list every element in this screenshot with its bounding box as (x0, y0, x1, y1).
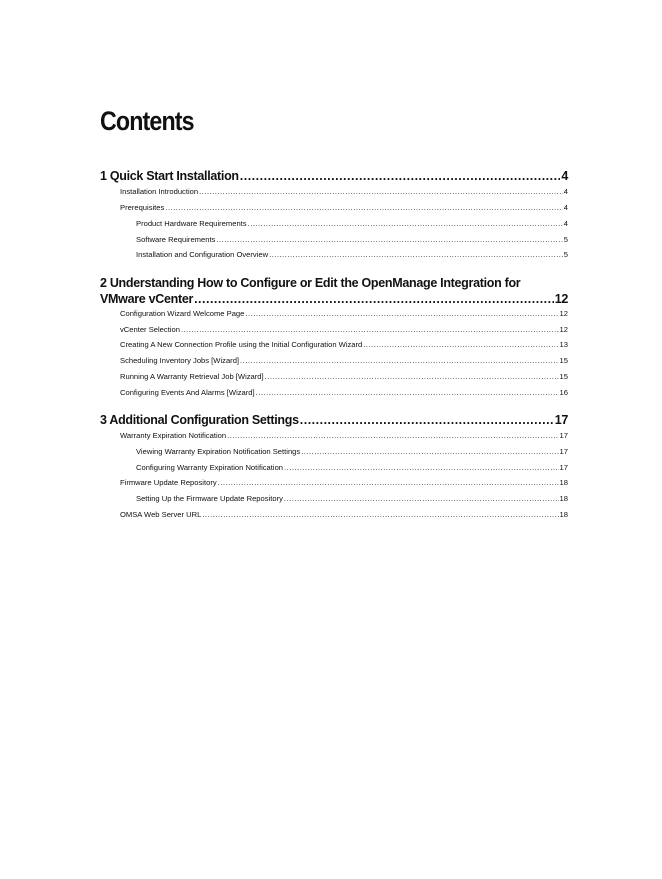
toc-page-number: 12 (554, 292, 568, 306)
leader-dots (284, 463, 559, 472)
toc-page-number: 17 (559, 447, 568, 456)
toc-entry-title: Configuration Wizard Welcome Page (120, 309, 245, 318)
leader-dots (363, 340, 558, 349)
toc-page-number: 15 (559, 356, 568, 365)
toc-entry[interactable] (120, 431, 568, 440)
toc-entry-title: Creating A New Connection Profile using the Initial Configuration Wizard (120, 340, 363, 349)
toc-subentry[interactable] (136, 235, 568, 244)
toc-subentry[interactable] (136, 250, 568, 259)
toc-entry[interactable] (120, 203, 568, 212)
toc-entry[interactable] (120, 340, 568, 349)
leader-dots (181, 325, 559, 334)
toc-chapter-1[interactable] (100, 169, 568, 183)
leader-dots (256, 388, 559, 397)
leader-dots (245, 309, 558, 318)
toc-page-number: 17 (554, 413, 568, 427)
toc-chapter-2[interactable] (100, 292, 568, 306)
toc-page-number: 18 (559, 494, 568, 503)
toc-page-number: 4 (563, 203, 568, 212)
toc-chapter-title: 3 Additional Configuration Settings (100, 413, 299, 427)
toc-entry-title: Scheduling Inventory Jobs [Wizard] (120, 356, 240, 365)
toc-page-number: 4 (561, 169, 568, 183)
toc-page-number: 4 (563, 187, 568, 196)
toc-chapter-3[interactable] (100, 413, 568, 427)
leader-dots (284, 494, 559, 503)
toc-subentry[interactable] (136, 494, 568, 503)
leader-dots (216, 235, 562, 244)
toc-subentry[interactable] (136, 463, 568, 472)
leader-dots (265, 372, 559, 381)
leader-dots (240, 356, 559, 365)
toc-page-number: 17 (559, 431, 568, 440)
toc-entry-title: Firmware Update Repository (120, 478, 217, 487)
toc-entry-title: Configuring Warranty Expiration Notification (136, 463, 284, 472)
toc-page-number: 12 (559, 309, 568, 318)
toc-page-number: 5 (563, 250, 568, 259)
toc-chapter-title: VMware vCenter (100, 292, 194, 306)
toc-page-number: 13 (559, 340, 568, 349)
toc-entry[interactable] (120, 372, 568, 381)
toc-entry-title: Software Requirements (136, 235, 216, 244)
toc-entry-title: Setting Up the Firmware Update Repository (136, 494, 283, 503)
toc-page-number: 16 (559, 388, 568, 397)
leader-dots (240, 169, 561, 183)
leader-dots (227, 431, 558, 440)
leader-dots (218, 478, 559, 487)
toc-chapter-title: 1 Quick Start Installation (100, 169, 239, 183)
toc-entry[interactable] (120, 309, 568, 318)
page-title: Contents (100, 106, 194, 136)
toc-chapter-2-title-line1[interactable]: 2 Understanding How to Configure or Edit the OpenManage Integration for (100, 276, 521, 290)
leader-dots (248, 219, 563, 228)
toc-entry-title: OMSA Web Server URL (120, 510, 202, 519)
toc-entry-title: Prerequisites (120, 203, 165, 212)
toc-page-number: 5 (563, 235, 568, 244)
leader-dots (202, 510, 558, 519)
toc-page-number: 15 (559, 372, 568, 381)
toc-entry-title: Installation Introduction (120, 187, 199, 196)
toc-subentry[interactable] (136, 219, 568, 228)
toc-entry-title: vCenter Selection (120, 325, 180, 334)
toc-subentry[interactable] (136, 447, 568, 456)
leader-dots (199, 187, 563, 196)
toc-entry-title: Viewing Warranty Expiration Notification Settings (136, 447, 301, 456)
toc-entry-title: Product Hardware Requirements (136, 219, 247, 228)
toc-entry-title: Running A Warranty Retrieval Job [Wizard] (120, 372, 264, 381)
toc-page-number: 18 (559, 478, 568, 487)
leader-dots (300, 413, 554, 427)
toc-entry[interactable] (120, 325, 568, 334)
toc-page-number: 17 (559, 463, 568, 472)
toc-entry[interactable] (120, 356, 568, 365)
toc-entry[interactable] (120, 510, 568, 519)
toc-page-number: 4 (563, 219, 568, 228)
toc-entry-title: Configuring Events And Alarms [Wizard] (120, 388, 255, 397)
toc-page-number: 18 (559, 510, 568, 519)
toc-entry[interactable] (120, 388, 568, 397)
toc-entry[interactable] (120, 478, 568, 487)
toc-page-number: 12 (559, 325, 568, 334)
leader-dots (165, 203, 562, 212)
toc-entry-title: Warranty Expiration Notification (120, 431, 227, 440)
toc-entry-title: Installation and Configuration Overview (136, 250, 269, 259)
leader-dots (194, 292, 554, 306)
leader-dots (269, 250, 563, 259)
leader-dots (301, 447, 558, 456)
toc-entry[interactable] (120, 187, 568, 196)
